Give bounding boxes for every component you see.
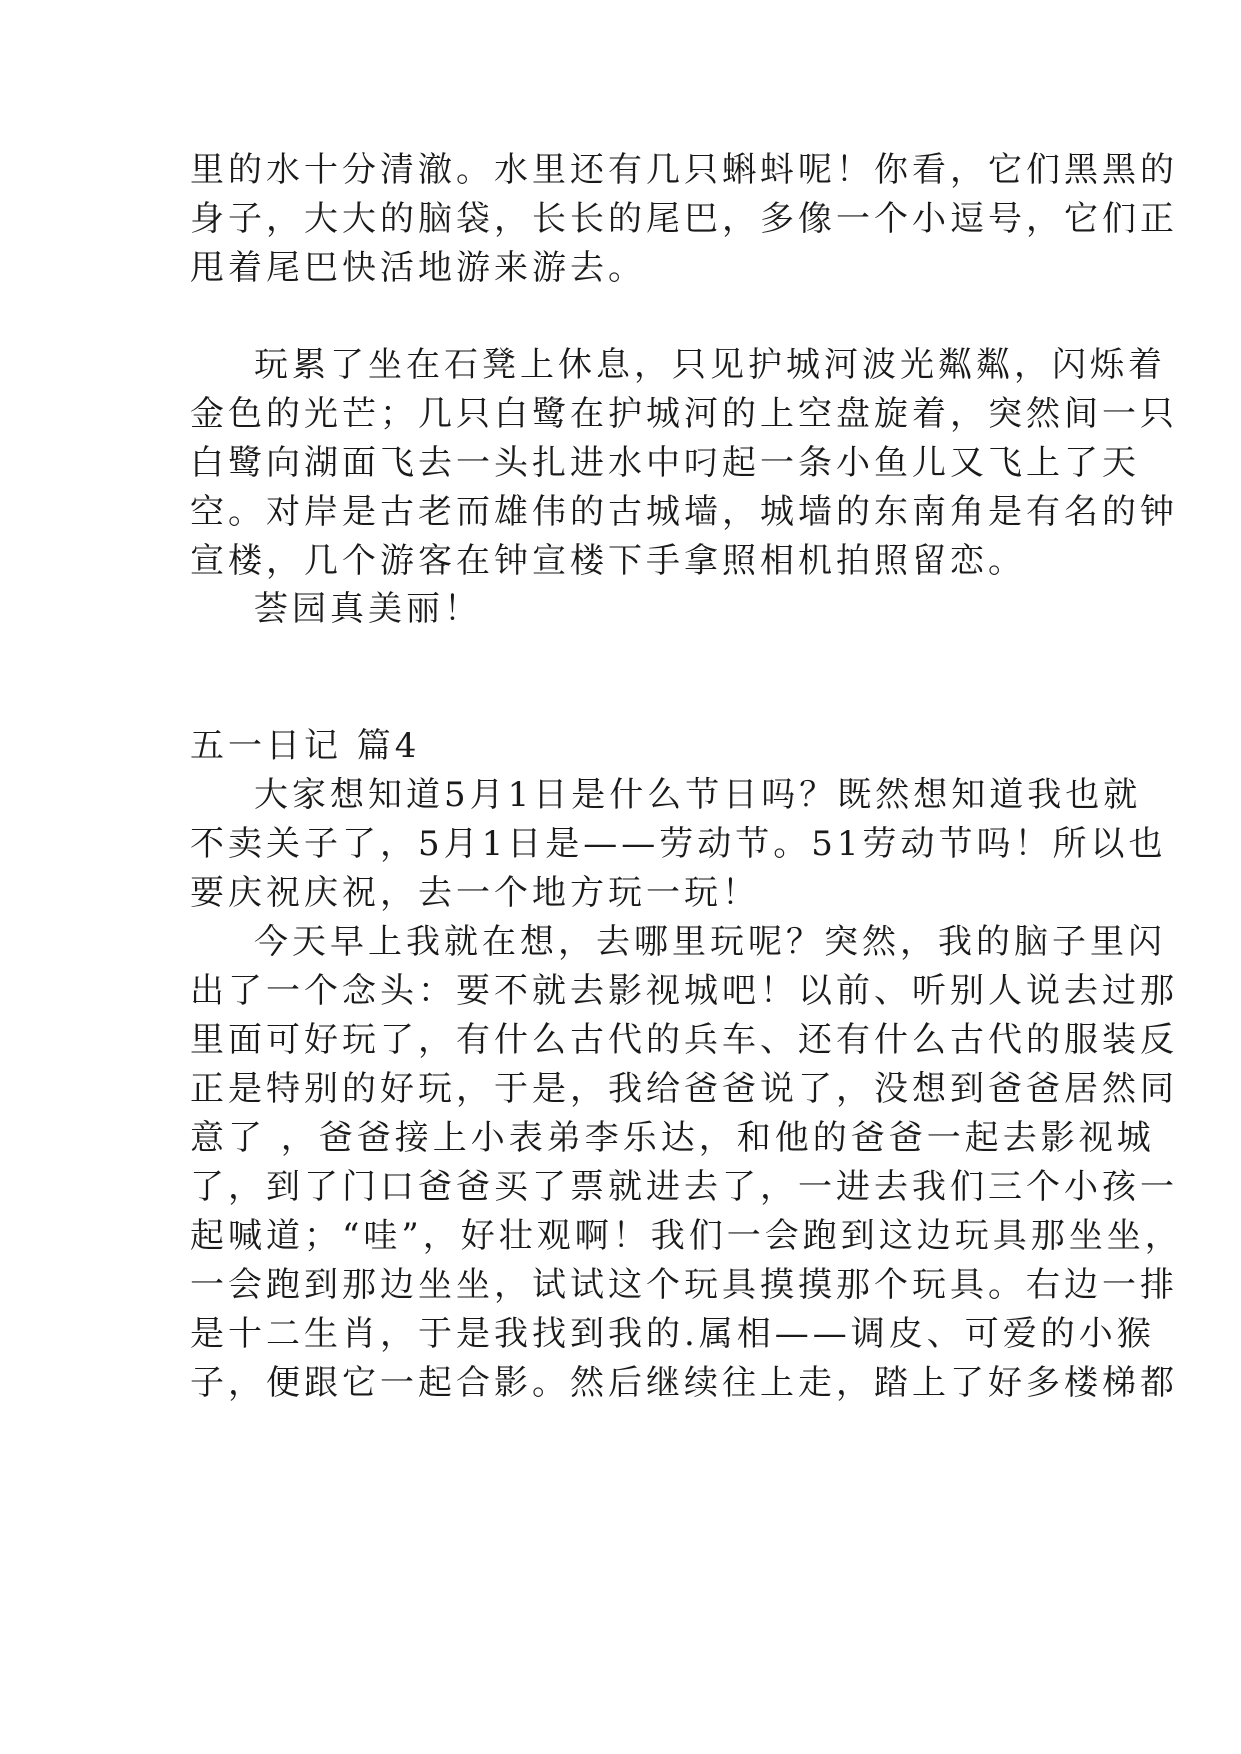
text-line: 是十二生肖，于是我找到我的.属相——调皮、可爱的小猴 (190, 1314, 1155, 1354)
text-line: 荟园真美丽！ (254, 589, 482, 629)
text-line: 身子，大大的脑袋，长长的尾巴，多像一个小逗号，它们正 (190, 199, 1178, 239)
text-line: 了，到了门口爸爸买了票就进去了，一进去我们三个小孩一 (190, 1167, 1178, 1207)
text-line: 空。对岸是古老而雄伟的古城墙，城墙的东南角是有名的钟 (190, 492, 1178, 532)
text-line: 宣楼，几个游客在钟宣楼下手拿照相机拍照留恋。 (190, 541, 1026, 581)
text-line: 子，便跟它一起合影。然后继续往上走，踏上了好多楼梯都 (190, 1363, 1178, 1403)
text-line: 大家想知道5月1日是什么节日吗？既然想知道我也就 (254, 775, 1142, 815)
text-line: 正是特别的好玩，于是，我给爸爸说了，没想到爸爸居然同 (190, 1069, 1178, 1109)
text-line: 意了 ，爸爸接上小表弟李乐达，和他的爸爸一起去影视城 (190, 1118, 1155, 1158)
text-line: 金色的光芒；几只白鹭在护城河的上空盘旋着，突然间一只 (190, 394, 1178, 434)
text-line: 白鹭向湖面飞去一头扎进水中叼起一条小鱼儿又飞上了天 (190, 443, 1140, 483)
text-line: 里的水十分清澈。水里还有几只蝌蚪呢！你看，它们黑黑的 (190, 150, 1178, 190)
text-line: 里面可好玩了，有什么古代的兵车、还有什么古代的服装反 (190, 1020, 1178, 1060)
section-heading: 五一日记 篇4 (190, 726, 421, 766)
text-line: 出了一个念头：要不就去影视城吧！以前、听别人说去过那 (190, 971, 1178, 1011)
text-line: 玩累了坐在石凳上休息，只见护城河波光粼粼，闪烁着 (254, 345, 1166, 385)
text-line: 要庆祝庆祝，去一个地方玩一玩！ (190, 873, 760, 913)
text-line: 起喊道；“哇”，好壮观啊！我们一会跑到这边玩具那坐坐， (190, 1216, 1183, 1256)
text-line: 一会跑到那边坐坐，试试这个玩具摸摸那个玩具。右边一排 (190, 1265, 1178, 1305)
text-line: 不卖关子了，5月1日是——劳动节。51劳动节吗！所以也 (190, 824, 1167, 864)
text-line: 今天早上我就在想，去哪里玩呢？突然，我的脑子里闪 (254, 922, 1166, 962)
text-line: 甩着尾巴快活地游来游去。 (190, 248, 646, 288)
